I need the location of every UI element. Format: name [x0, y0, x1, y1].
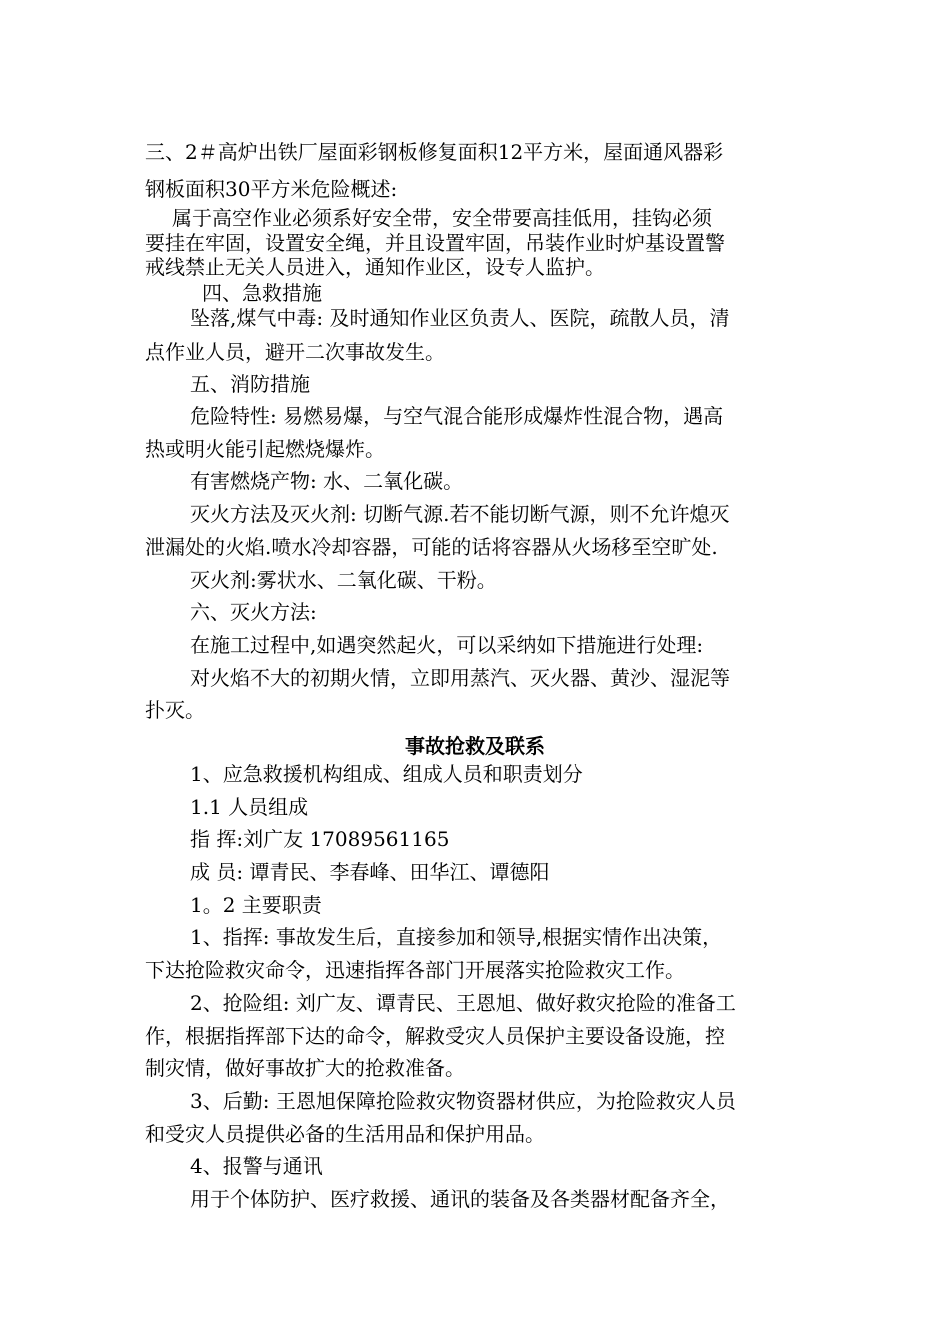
text-line: 在施工过程中,如遇突然起火，可以采纳如下措施进行处理: — [190, 633, 704, 657]
section-heading: 四、急救措施 — [202, 281, 322, 305]
text-line: 成 员: 谭青民、李春峰、田华江、谭德阳 — [190, 860, 550, 884]
text-line: 钢板面积30平方米危险概述: — [145, 177, 398, 201]
text-line: 1。2 主要职责 — [190, 893, 322, 917]
text-line: 制灾情，做好事故扩大的抢救准备。 — [145, 1056, 465, 1080]
text-line: 三、2＃高炉出铁厂屋面彩钢板修复面积12平方米，屋面通风器彩 — [145, 140, 724, 164]
text-line: 灭火剂:雾状水、二氧化碳、干粉。 — [190, 568, 497, 592]
text-line: 危险特性: 易燃易爆，与空气混合能形成爆炸性混合物，遇高 — [190, 404, 724, 428]
text-line: 要挂在牢固，设置安全绳，并且设置牢固，吊装作业时炉基设置警 — [145, 231, 725, 255]
text-line: 1.1 人员组成 — [190, 795, 309, 819]
text-line: 下达抢险救灾命令，迅速指挥各部门开展落实抢险救灾工作。 — [145, 958, 685, 982]
text-line: 1、应急救援机构组成、组成人员和职责划分 — [190, 762, 583, 786]
text-line: 和受灾人员提供必备的生活用品和保护用品。 — [145, 1122, 545, 1146]
text-line: 坠落,煤气中毒: 及时通知作业区负责人、医院，疏散人员，清 — [190, 306, 730, 330]
text-line: 用于个体防护、医疗救援、通讯的装备及各类器材配备齐全， — [190, 1187, 730, 1211]
text-line: 3、后勤: 王恩旭保障抢险救灾物资器材供应，为抢险救灾人员 — [190, 1089, 736, 1113]
text-line: 热或明火能引起燃烧爆炸。 — [145, 437, 385, 461]
text-line: 1、指挥: 事故发生后，直接参加和领导,根据实情作出决策， — [190, 925, 723, 949]
text-line: 作，根据指挥部下达的命令，解救受灾人员保护主要设备设施，控 — [145, 1024, 725, 1048]
text-line: 2、抢险组: 刘广友、谭青民、王恩旭、做好救灾抢险的准备工 — [190, 991, 736, 1015]
text-line: 对火焰不大的初期火情，立即用蒸汽、灭火器、黄沙、湿泥等 — [190, 666, 730, 690]
text-line: 指 挥:刘广友 17089561165 — [190, 827, 450, 851]
text-line: 有害燃烧产物: 水、二氧化碳。 — [190, 469, 464, 493]
text-line: 属于高空作业必须系好安全带，安全带要高挂低用，挂钩必须 — [172, 206, 712, 230]
text-line: 灭火方法及灭火剂: 切断气源.若不能切断气源，则不允许熄灭 — [190, 502, 730, 526]
section-heading: 五、消防措施 — [190, 372, 310, 396]
section-heading: 六、灭火方法: — [190, 600, 317, 624]
text-line: 点作业人员，避开二次事故发生。 — [145, 340, 445, 364]
text-line: 扑灭。 — [145, 698, 205, 722]
text-line: 戒线禁止无关人员进入，通知作业区，设专人监护。 — [145, 255, 605, 279]
section-heading: 4、报警与通讯 — [190, 1154, 323, 1178]
text-line: 泄漏处的火焰.喷水冷却容器，可能的话将容器从火场移至空旷处. — [145, 535, 718, 559]
page-title: 事故抢救及联系 — [405, 734, 545, 758]
